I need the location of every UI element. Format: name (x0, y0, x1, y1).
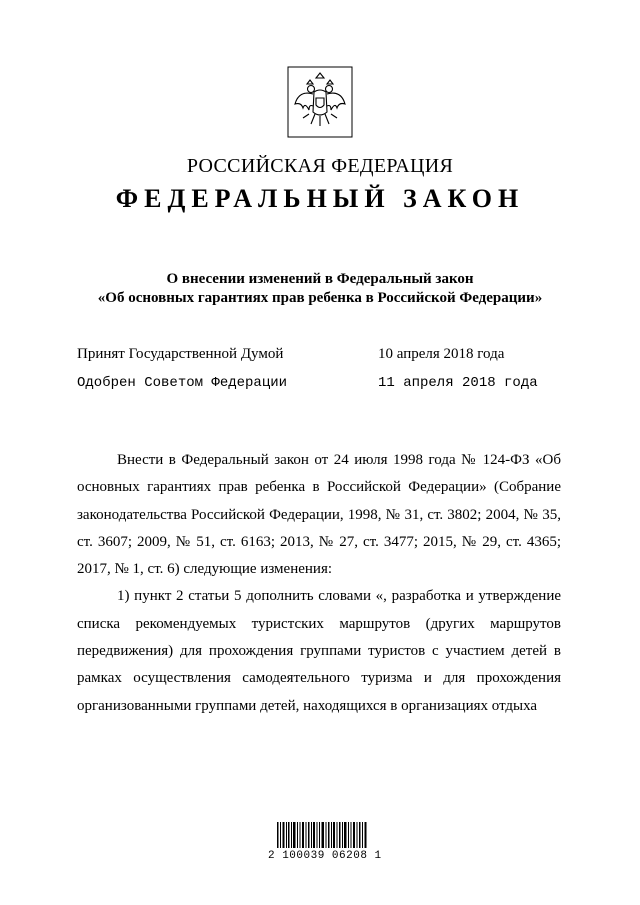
law-body (77, 447, 561, 720)
barcode-number: 2 100039 06208 1 (268, 850, 382, 862)
law-title-line-2: «Об основных гарантиях прав ребенка в Российской Федерации» (97, 290, 543, 306)
barcode-icon (277, 822, 367, 848)
paragraph-intro: Внести в Федеральный закон от 24 июля 1998 года № 124-ФЗ «Об основных гарантиях прав ребенка в Российской Федерации» (Собрание законодательства Российской Федерации, 1998, № 31, ст. 3802; 2004, № 35, ст. 3607; 2009, № 51, ст. 6163; 2013, № 27, ст. 3477; 2015, № 29, ст. 4365; 2017, № 1, ст. 6) следующие изменения: (77, 452, 561, 578)
adoption-date: 10 апреля 2018 года (378, 346, 505, 362)
adoption-body: Принят Государственной Думой (77, 346, 284, 362)
law-title (0, 270, 640, 308)
approval-date: 11 апреля 2018 года (378, 375, 538, 391)
document-type: ФЕДЕРАЛЬНЫЙ ЗАКОН (115, 184, 525, 213)
paragraph-item-1: 1) пункт 2 статьи 5 дополнить словами «, разработка и утверждение списка рекомендуемых туристских маршрутов (других маршрутов передвижения) для прохождения группами туристов с участием детей в рамках осуществления самодеятельного туризма и для прохождения организованными группами детей, находящихся в организациях отдыха (77, 588, 561, 714)
adoption-row-duma (77, 346, 560, 366)
law-title-line-1: О внесении изменений в Федеральный закон (166, 271, 474, 287)
approval-body: Одобрен Советом Федерации (77, 375, 288, 391)
adoption-row-council (77, 375, 560, 395)
coat-of-arms-icon (287, 66, 353, 138)
country-name: РОССИЙСКАЯ ФЕДЕРАЦИЯ (186, 155, 454, 177)
